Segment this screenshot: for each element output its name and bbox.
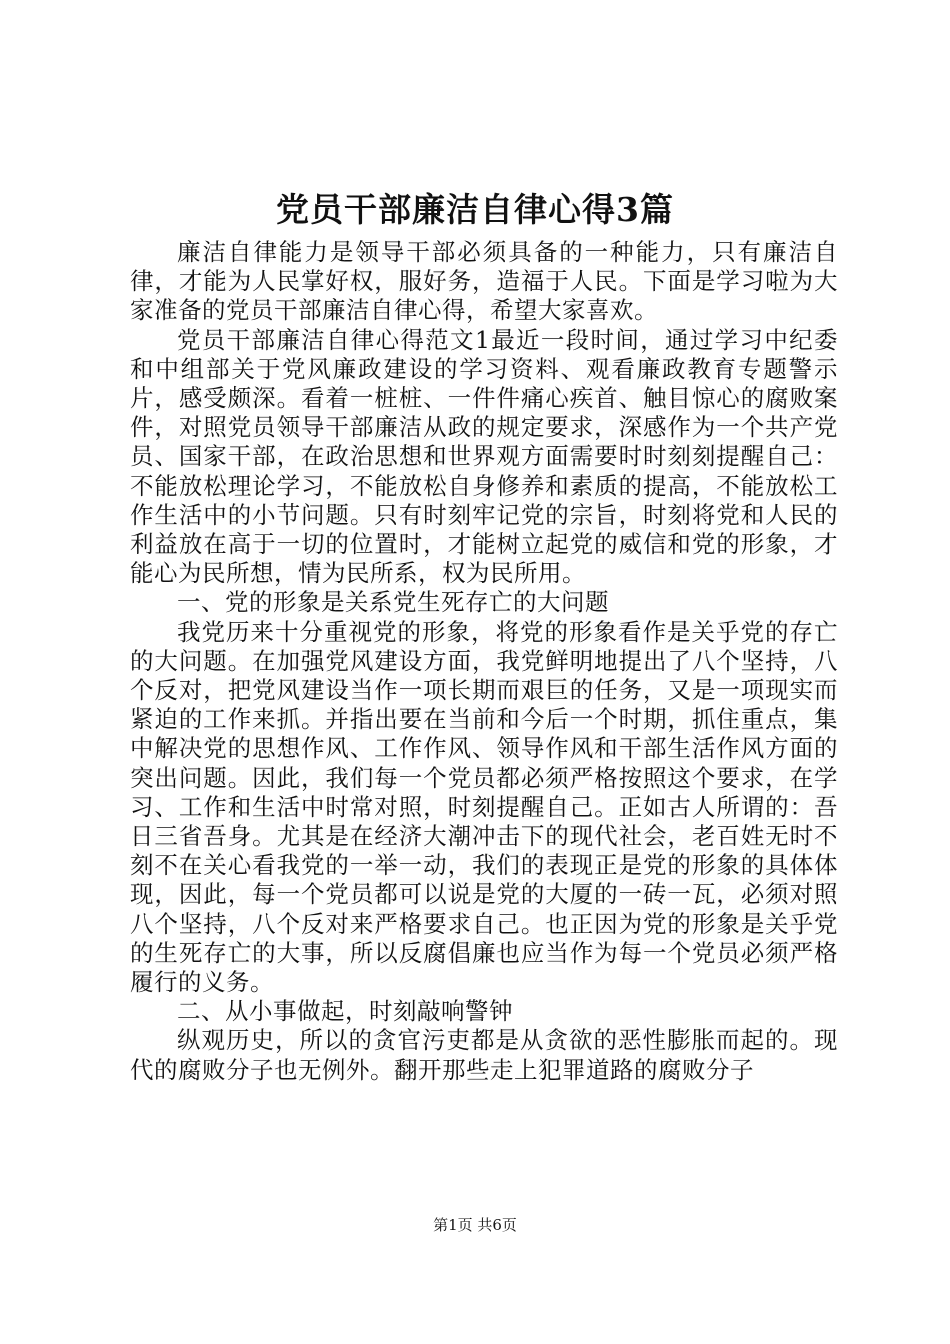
paragraph-section-2: 纵观历史，所以的贪官污吏都是从贪欲的恶性膨胀而起的。现代的腐败分子也无例外。翻开那些走上犯罪道路的腐败分子 — [130, 1026, 838, 1084]
section-heading-1: 一、党的形象是关系党生死存亡的大问题 — [177, 588, 609, 617]
page-footer: 第1页 共6页 — [433, 1216, 517, 1234]
paragraph-essay-1: 党员干部廉洁自律心得范文1最近一段时间，通过学习中纪委和中组部关于党风廉政建设的学习资料、观看廉政教育专题警示片，感受颇深。看着一桩桩、一件件痛心疾首、触目惊心的腐败案件，对照党员领导干部廉洁从政的规定要求，深感作为一个共产党员、国家干部，在政治思想和世界观方面需要时时刻刻提醒自己：不能放松理论学习，不能放松自身修养和素质的提高，不能放松工作生活中的小节问题。只有时刻牢记党的宗旨，时刻将党和人民的利益放在高于一切的位置时，才能树立起党的威信和党的形象，才能心为民所想，情为民所系，权为民所用。 — [130, 325, 838, 588]
paragraph-section-1: 我党历来十分重视党的形象，将党的形象看作是关乎党的存亡的大问题。在加强党风建设方面，我党鲜明地提出了八个坚持，八个反对，把党风建设当作一项长期而艰巨的任务，又是一项现实而紧迫的工作来抓。并指出要在当前和今后一个时期，抓住重点，集中解决党的思想作风、工作作风、领导作风和干部生活作风方面的突出问题。因此，我们每一个党员都必须严格按照这个要求，在学习、工作和生活中时常对照，时刻提醒自己。正如古人所谓的：吾日三省吾身。尤其是在经济大潮冲击下的现代社会，老百姓无时不刻不在关心看我党的一举一动，我们的表现正是党的形象的具体体现，因此，每一个党员都可以说是党的大厦的一砖一瓦，必须对照八个坚持，八个反对来严格要求自己。也正因为党的形象是关乎党的生死存亡的大事，所以反腐倡廉也应当作为每一个党员必须严格履行的义务。 — [130, 617, 838, 997]
paragraph-intro: 廉洁自律能力是领导干部必须具备的一种能力，只有廉洁自律，才能为人民掌好权，服好务，造福于人民。下面是学习啦为大家准备的党员干部廉洁自律心得，希望大家喜欢。 — [130, 238, 838, 325]
document-body — [130, 238, 838, 1085]
section-heading-2: 二、从小事做起，时刻敲响警钟 — [177, 997, 513, 1026]
document-title: 党员干部廉洁自律心得3篇 — [276, 190, 674, 229]
